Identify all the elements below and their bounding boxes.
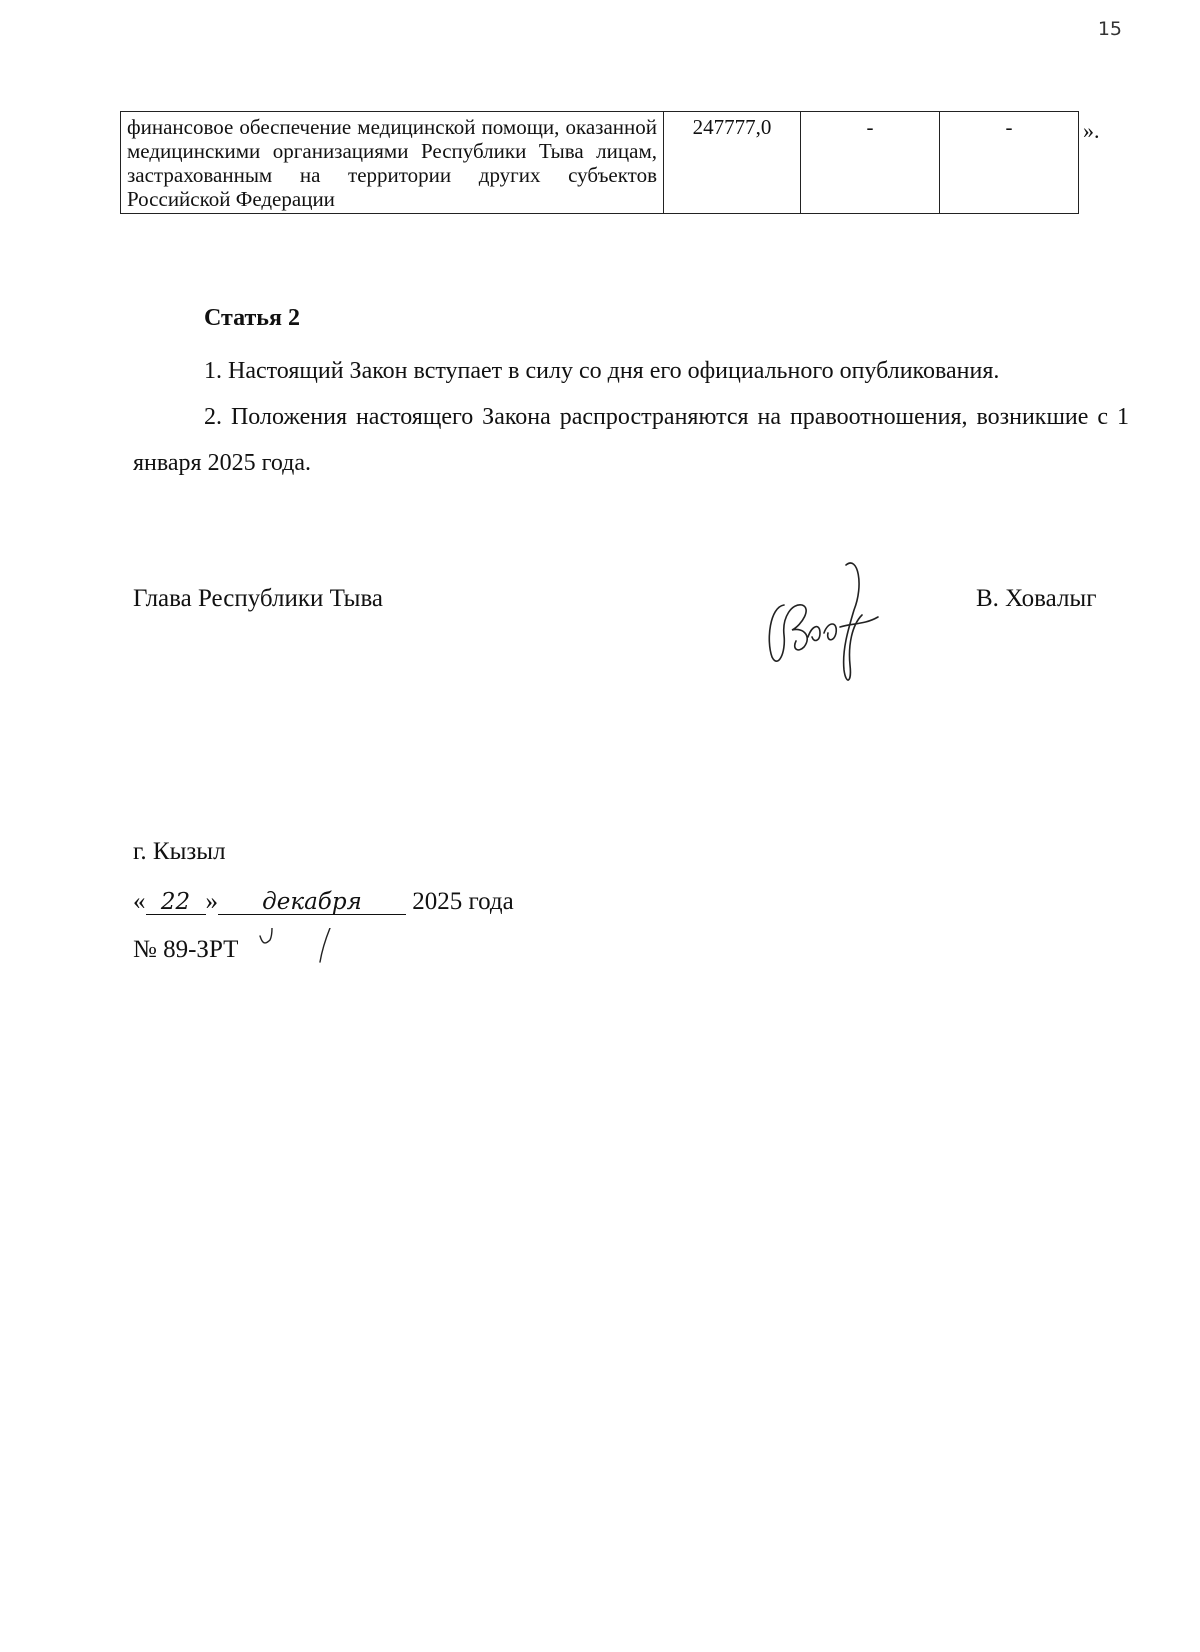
signatory-title: Глава Республики Тыва <box>133 585 384 612</box>
table-cell-description: финансовое обеспечение медицинской помощи, оказанной медицинскими организациями Республики Тыва лицам, застрахованным на территории других субъектов Российской Федерации <box>121 112 664 214</box>
date-close-quote: » <box>205 888 218 915</box>
article-title: Статья 2 <box>204 305 300 331</box>
closing-quote: ». <box>1083 118 1100 143</box>
table-cell-dash-2: - <box>940 112 1079 214</box>
handwritten-mark <box>258 928 338 969</box>
table-row <box>121 112 1079 214</box>
document-number: № 89-ЗРТ <box>133 936 239 963</box>
budget-table <box>120 111 1079 214</box>
signatory-name: В. Ховалыг <box>976 585 1097 612</box>
place-of-signing: г. Кызыл <box>133 838 226 865</box>
date-year: 2025 года <box>412 888 514 915</box>
date-month: декабря <box>262 889 362 915</box>
article-paragraph-1: 1. Настоящий Закон вступает в силу со дня его официального опубликования. <box>204 358 1000 384</box>
article-paragraph-2: 2. Положения настоящего Закона распространяются на правоотношения, возникшие с 1 января 2025 года. <box>133 404 1129 476</box>
date-day: 22 <box>160 889 191 915</box>
table-cell-dash-1: - <box>801 112 940 214</box>
signing-date <box>133 888 514 916</box>
table-cell-amount: 247777,0 <box>664 112 801 214</box>
handwritten-signature <box>762 545 882 695</box>
date-open-quote: « <box>133 888 146 915</box>
page-number: 15 <box>1097 18 1122 40</box>
